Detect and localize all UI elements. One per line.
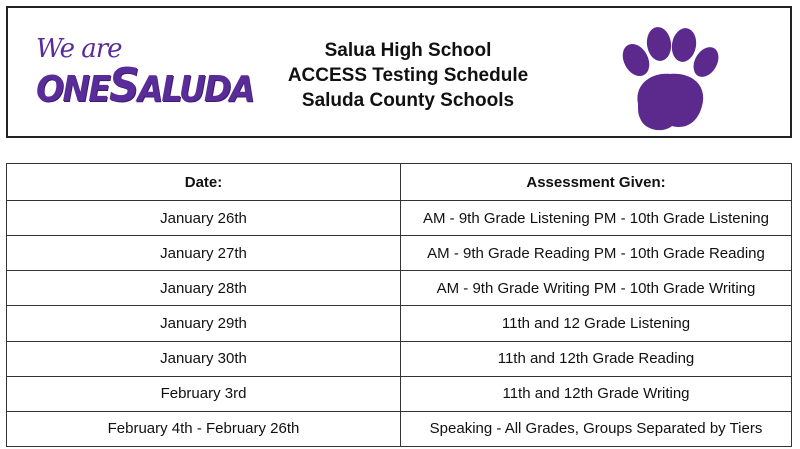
assessment-cell: 11th and 12th Grade Reading (401, 341, 792, 376)
header-banner (6, 6, 792, 138)
date-column-header: Date: (7, 164, 401, 201)
schedule-title: ACCESS Testing Schedule (287, 65, 529, 86)
logo-line1: We are (36, 34, 122, 64)
we-are-one-saluda-logo (36, 34, 254, 112)
table-row (7, 201, 792, 236)
assessment-cell: AM - 9th Grade Reading PM - 10th Grade Reading (401, 236, 792, 271)
assessment-cell: 11th and 12th Grade Writing (401, 376, 792, 411)
table-row (7, 376, 792, 411)
page-title (238, 38, 578, 113)
table-row (7, 271, 792, 306)
assessment-cell: AM - 9th Grade Writing PM - 10th Grade Writing (401, 271, 792, 306)
logo-line2: ONESALUDA (36, 58, 254, 112)
table-row (7, 411, 792, 446)
date-cell: January 30th (7, 341, 401, 376)
date-cell: January 28th (7, 271, 401, 306)
tiger-paw-icon (616, 26, 722, 136)
date-cell: January 26th (7, 201, 401, 236)
table-header-row (7, 164, 792, 201)
district-name: Saluda County Schools (301, 90, 515, 111)
assessment-column-header: Assessment Given: (401, 164, 792, 201)
date-cell: January 29th (7, 306, 401, 341)
table-row (7, 236, 792, 271)
assessment-cell: AM - 9th Grade Listening PM - 10th Grade Listening (401, 201, 792, 236)
date-cell: February 3rd (7, 376, 401, 411)
table-row (7, 341, 792, 376)
date-cell: February 4th - February 26th (7, 411, 401, 446)
testing-schedule-table (6, 163, 792, 447)
table-row (7, 306, 792, 341)
assessment-cell: Speaking - All Grades, Groups Separated by Tiers (401, 411, 792, 446)
school-name: Salua High School (324, 40, 492, 61)
date-cell: January 27th (7, 236, 401, 271)
assessment-cell: 11th and 12 Grade Listening (401, 306, 792, 341)
